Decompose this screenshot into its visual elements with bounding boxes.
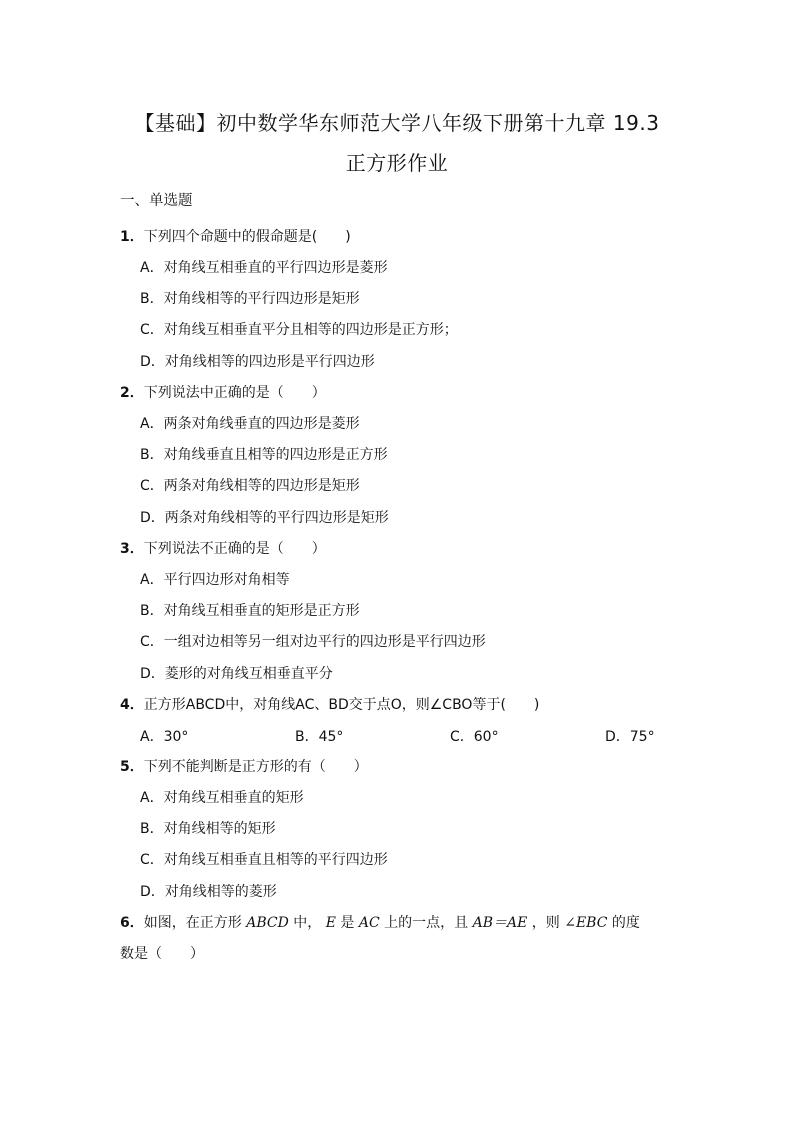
document-title-line-1: 【基础】初中数学华东师范大学八年级下册第十九章 19.3 <box>134 111 660 135</box>
option-4b: B．45° <box>295 729 344 745</box>
option-5b: B．对角线相等的矩形 <box>140 821 276 837</box>
question-4 <box>120 695 539 715</box>
question-number: 3． <box>120 541 144 557</box>
question-text-part: 中， <box>288 915 326 931</box>
option-1a: A．对角线互相垂直的平行四边形是菱形 <box>140 260 388 276</box>
question-text-part: 是 <box>335 915 359 931</box>
math-segment-ac: AC <box>358 915 380 931</box>
question-3 <box>120 539 326 559</box>
question-1 <box>120 227 351 247</box>
option-5c: C．对角线互相垂直且相等的平行四边形 <box>140 852 388 868</box>
question-text: 下列说法不正确的是（ ） <box>143 541 326 557</box>
option-3b: B．对角线互相垂直的矩形是正方形 <box>140 603 360 619</box>
question-number: 2． <box>120 385 144 401</box>
document-title-line-2: 正方形作业 <box>345 151 449 175</box>
question-text: 下列不能判断是正方形的有（ ） <box>143 759 368 775</box>
question-number: 1． <box>120 229 144 245</box>
math-angle-ebc: ∠EBC <box>564 915 608 931</box>
option-2b: B．对角线垂直且相等的四边形是正方形 <box>140 447 388 463</box>
question-text-part: 的度 <box>607 915 640 931</box>
question-text: 正方形ABCD中，对角线AC、BD交于点O，则∠CBO等于( ) <box>143 697 540 713</box>
question-text: 下列四个命题中的假命题是( ) <box>143 229 351 245</box>
question-text-part: ，则 <box>527 915 565 931</box>
question-5 <box>120 757 368 777</box>
option-4c: C．60° <box>450 729 499 745</box>
option-3a: A．平行四边形对角相等 <box>140 572 290 588</box>
option-2d: D．两条对角线相等的平行四边形是矩形 <box>140 510 389 526</box>
question-text-part: 上的一点，且 <box>379 915 473 931</box>
math-square-abcd: ABCD <box>246 915 289 931</box>
question-6 <box>120 913 640 933</box>
option-3d: D．菱形的对角线互相垂直平分 <box>140 666 333 682</box>
math-equation-ab-ae: AB＝AE <box>472 915 528 931</box>
option-2c: C．两条对角线相等的四边形是矩形 <box>140 478 360 494</box>
option-4d: D．75° <box>605 729 655 745</box>
option-1b: B．对角线相等的平行四边形是矩形 <box>140 291 360 307</box>
question-text: 下列说法中正确的是（ ） <box>143 385 326 401</box>
option-1d: D．对角线相等的四边形是平行四边形 <box>140 354 375 370</box>
question-number: 6． <box>120 915 144 931</box>
option-4a: A．30° <box>140 729 189 745</box>
option-5d: D．对角线相等的菱形 <box>140 884 277 900</box>
question-text-part: 如图，在正方形 <box>143 915 247 931</box>
question-number: 5． <box>120 759 144 775</box>
question-6-continued: 数是（ ） <box>120 946 204 962</box>
option-2a: A．两条对角线垂直的四边形是菱形 <box>140 416 360 432</box>
option-1c: C．对角线互相垂直平分且相等的四边形是正方形； <box>140 322 458 338</box>
option-5a: A．对角线互相垂直的矩形 <box>140 790 304 806</box>
math-point-e: E <box>325 915 336 931</box>
option-3c: C．一组对边相等另一组对边平行的四边形是平行四边形 <box>140 634 486 650</box>
question-2 <box>120 383 326 403</box>
section-heading: 一、单选题 <box>120 193 193 209</box>
question-number: 4． <box>120 697 144 713</box>
